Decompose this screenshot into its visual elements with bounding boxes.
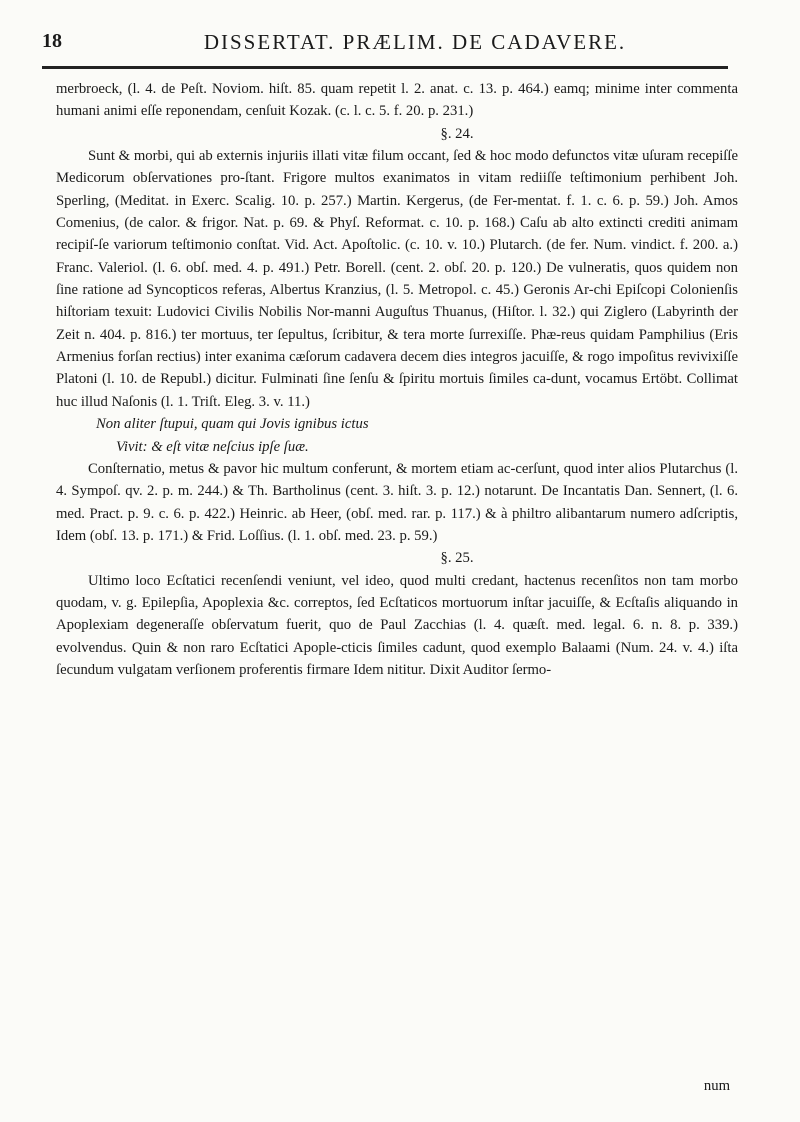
body-text (56, 78, 738, 681)
verse-line: Vivit: & eſt vitæ neſcius ipſe ſuæ. (116, 438, 309, 455)
section-heading: §. 25. (440, 550, 474, 567)
paragraph: Ultimo loco Ecſtatici recenſendi veniunt, vel ideo, quod multi credant, hactenus recenſitos non tam morbo quodam, v. g. Epilepſia, Apoplexia &c. correptos, ſed Ecſtaticos mortuorum inſtar jacuiſſe, & Ecſtaſis aliquando in Apoplexiam degeneraſſe obſervatum fuerit, quo de Paul Zacchias (l. 4. quæſt. med. legal. 6. n. 8. p. 339.) evolvendus. Quin & non raro Ecſtatici Apople-cticis ſimiles cadunt, quod exemplo Balaami (Num. 24. v. 4.) iſta ſecundum vulgatam verſionem proferentis firmare Idem nititur. Dixit Auditor ſermo- (56, 572, 738, 678)
paragraph: Conſternatio, metus & pavor hic multum conferunt, & mortem etiam ac-cerſunt, quod inter alios Plutarchus (l. 4. Sympoſ. qv. 2. p. m. 244.) & Th. Bartholinus (cent. 3. hiſt. 3. p. 12.) notarunt. De Incantatis Dan. Sennert, (l. 6. med. Pract. p. 9. c. 6. p. 422.) Heinric. ab Heer, (obſ. med. rar. p. 117.) & à philtro alibantarum numero adſcriptis, Idem (obſ. 13. p. 171.) & Frid. Loſſius. (l. 1. obſ. med. 23. p. 59.) (56, 460, 738, 544)
section-heading: §. 24. (440, 125, 474, 142)
paragraph-continuation: merbroeck, (l. 4. de Peſt. Noviom. hiſt. 85. quam repetit l. 2. anat. c. 13. p. 464.) eamq; minime inter commenta humani animi eſſe reponendam, cenſuit Kozak. (c. l. c. 5. f. 20. p. 231.) (56, 81, 738, 120)
running-head (42, 30, 728, 69)
catchword: num (703, 1078, 730, 1094)
verse-line: Non aliter ſtupui, quam qui Jovis ignibus ictus (96, 416, 369, 433)
page-number: 18 (42, 30, 62, 52)
running-title: DISSERTAT. PRÆLIM. DE CADAVERE. (203, 30, 627, 54)
paragraph: Sunt & morbi, qui ab externis injuriis illati vitæ filum occant, ſed & hoc modo defunctos vitæ uſuram recepiſſe Medicorum obſervationes pro-ſtant. Frigore multos exanimatos in vitam rediiſſe teſtimonium perhibent Joh. Sperling, (Meditat. in Exerc. Scalig. 10. p. 257.) Martin. Kergerus, (de Fer-mentat. f. 1. c. 6. p. 59.) Joh. Amos Comenius, (de calor. & frigor. Nat. p. 69. & Phyſ. Reformat. c. 10. p. 168.) Caſu ab alto extincti crediti animam recipiſ-ſe variorum teſtimonio conſtat. Vid. Act. Apoſtolic. (c. 10. v. 10.) Plutarch. (de fer. Num. vindict. f. 200. a.) Franc. Valeriol. (l. 6. obſ. med. 4. p. 491.) Petr. Borell. (cent. 2. obſ. 20. p. 120.) De vulneratis, quos quidem non ſine ratione ad Syncopticos referas, Albertus Kranzius, (l. 5. Metropol. c. 45.) Geronis Ar-chi Epiſcopi Colonienſis hiſtoriam texuit: Ludovici Civilis Nobilis Nor-manni Auguſtus Thuanus, (Hiſtor. l. 32.) qui Ziglero (Labyrinth der Zeit n. 404. p. 816.) ter mortuus, ter ſepultus, ſcribitur, & tera morte ſurrexiſſe. Phæ-reus quidam Pamphilius (Eris Armenius forſan rectius) inter exanima cæſorum cadavera decem dies integros jacuiſſe, & rogo impoſitus revivixiſſe Platoni (l. 10. de Republ.) dicitur. Fulminati ſine ſenſu & ſpiritu mortuis ſimiles ca-dunt, vocamus Ertöbt. Collimat huc illud Naſonis (l. 1. Triſt. Eleg. 3. v. 11.) (56, 148, 738, 410)
